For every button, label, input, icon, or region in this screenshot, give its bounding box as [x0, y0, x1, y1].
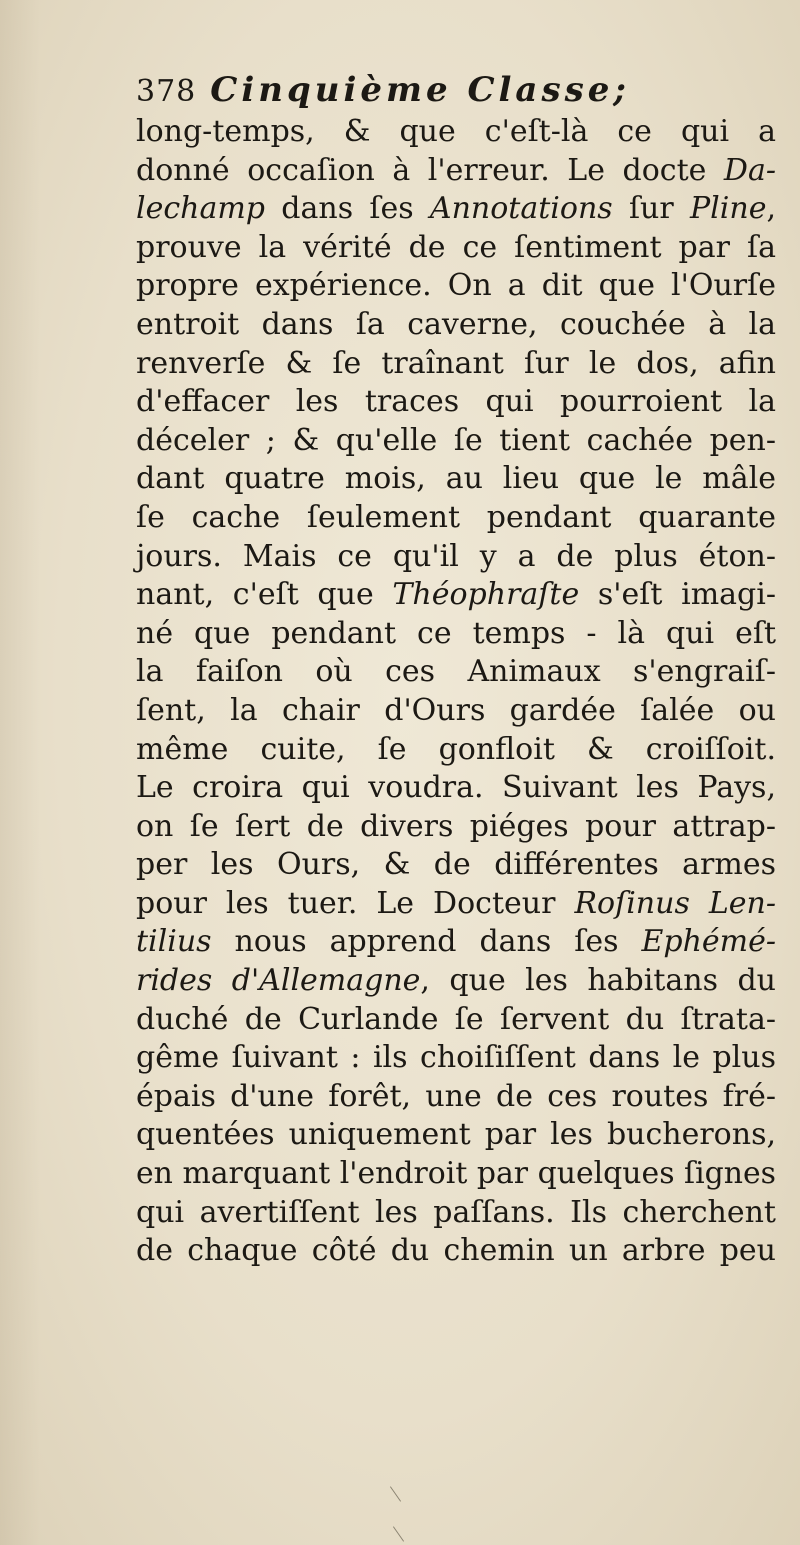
text-run: prouve la vérité de ce ſentiment par ſa — [136, 229, 776, 265]
text-run: quentées uniquement par les bucherons, — [136, 1117, 776, 1153]
text-line — [136, 1232, 776, 1271]
text-run: même cuite, ſe gonfloit & croiſſoit. — [136, 731, 776, 767]
text-run: qui avertiſſent les paſſans. Ils cherchent — [136, 1194, 776, 1230]
text-run: renverſe & ſe traînant ſur le dos, afin — [136, 345, 776, 381]
text-run: dant quatre mois, au lieu que le mâle — [136, 461, 776, 497]
italic-text: Da- — [723, 152, 776, 188]
text-run: la faiſon où ces Animaux s'engraiſ- — [136, 654, 776, 690]
text-line — [136, 653, 776, 692]
text-line — [136, 152, 776, 191]
text-run: né que pendant ce temps - là qui eſt — [136, 615, 776, 651]
text-line — [136, 499, 776, 538]
text-line — [136, 731, 776, 770]
text-run: en marquant l'endroit par quelques ſignes — [136, 1156, 776, 1192]
text-line — [136, 885, 776, 924]
text-line — [136, 345, 776, 384]
text-line — [136, 1194, 776, 1233]
text-run: , — [766, 191, 776, 227]
text-run: Le croira qui voudra. Suivant les Pays, — [136, 770, 776, 806]
text-line — [136, 267, 776, 306]
text-run: déceler ; & qu'elle ſe tient cachée pen- — [136, 422, 776, 458]
text-line — [136, 1039, 776, 1078]
text-run: épais d'une forêt, une de ces routes fré- — [136, 1078, 776, 1114]
text-run: propre expérience. On a dit que l'Ourſe — [136, 268, 776, 304]
text-run: per les Ours, & de différentes armes — [136, 847, 776, 883]
text-run: s'eſt imagi- — [579, 577, 776, 613]
text-run: nant, c'eſt que — [136, 577, 393, 613]
italic-text: lechamp — [136, 191, 266, 227]
paper-mark — [390, 1486, 401, 1501]
text-line — [136, 962, 776, 1001]
text-run: duché de Curlande ſe ſervent du ſtrata- — [136, 1001, 776, 1037]
text-line — [136, 306, 776, 345]
italic-text: Théophraſte — [392, 577, 580, 613]
text-run: nous apprend dans ſes — [211, 924, 642, 960]
section-title: Cinquième Classe; — [210, 70, 630, 110]
text-line — [136, 808, 776, 847]
text-line — [136, 846, 776, 885]
text-line — [136, 113, 776, 152]
text-line — [136, 460, 776, 499]
italic-text: Ephémé- — [641, 924, 776, 960]
text-line — [136, 383, 776, 422]
text-run: on ſe ſert de divers piéges pour attrap- — [136, 808, 776, 844]
text-line — [136, 1078, 776, 1117]
text-line — [136, 692, 776, 731]
text-run: ſe cache ſeulement pendant quarante — [136, 499, 776, 535]
text-run: ſent, la chair d'Ours gardée ſalée ou — [136, 692, 776, 728]
text-line — [136, 190, 776, 229]
text-line — [136, 1155, 776, 1194]
text-line — [136, 229, 776, 268]
text-line — [136, 1116, 776, 1155]
text-line — [136, 538, 776, 577]
italic-text: tilius — [136, 924, 212, 960]
page-number: 378 — [136, 74, 197, 109]
text-run: ſur — [612, 191, 690, 227]
text-line — [136, 615, 776, 654]
text-line — [136, 769, 776, 808]
italic-text: Annotations — [429, 191, 613, 227]
text-line — [136, 923, 776, 962]
text-run: gême ſuivant : ils choiſiſſent dans le plus — [136, 1040, 776, 1076]
text-line — [136, 422, 776, 461]
text-run — [690, 886, 709, 921]
text-run: pour les tuer. Le Docteur — [136, 885, 575, 921]
italic-text: Pline — [690, 191, 767, 227]
italic-text: rides d'Allemagne — [136, 963, 421, 999]
text-run: donné occaſion à l'erreur. Le docte — [136, 152, 724, 188]
paper-mark — [393, 1526, 404, 1541]
text-line — [136, 1001, 776, 1040]
body-text — [136, 113, 776, 1271]
text-line — [136, 576, 776, 615]
text-run: de chaque côté du chemin un arbre peu — [136, 1233, 776, 1269]
text-run: entroit dans ſa caverne, couchée à la — [136, 306, 776, 342]
text-run: long-temps, & que c'eſt-là ce qui a — [136, 114, 776, 149]
italic-text: Len- — [708, 885, 776, 921]
italic-text: Roſinus — [574, 885, 690, 921]
text-run: dans ſes — [265, 191, 430, 227]
text-run: , que les habitans du — [420, 963, 776, 999]
text-run: d'effacer les traces qui pourroient la — [136, 384, 776, 420]
running-head — [136, 70, 756, 114]
text-run: jours. Mais ce qu'il y a de plus éton- — [136, 538, 776, 574]
